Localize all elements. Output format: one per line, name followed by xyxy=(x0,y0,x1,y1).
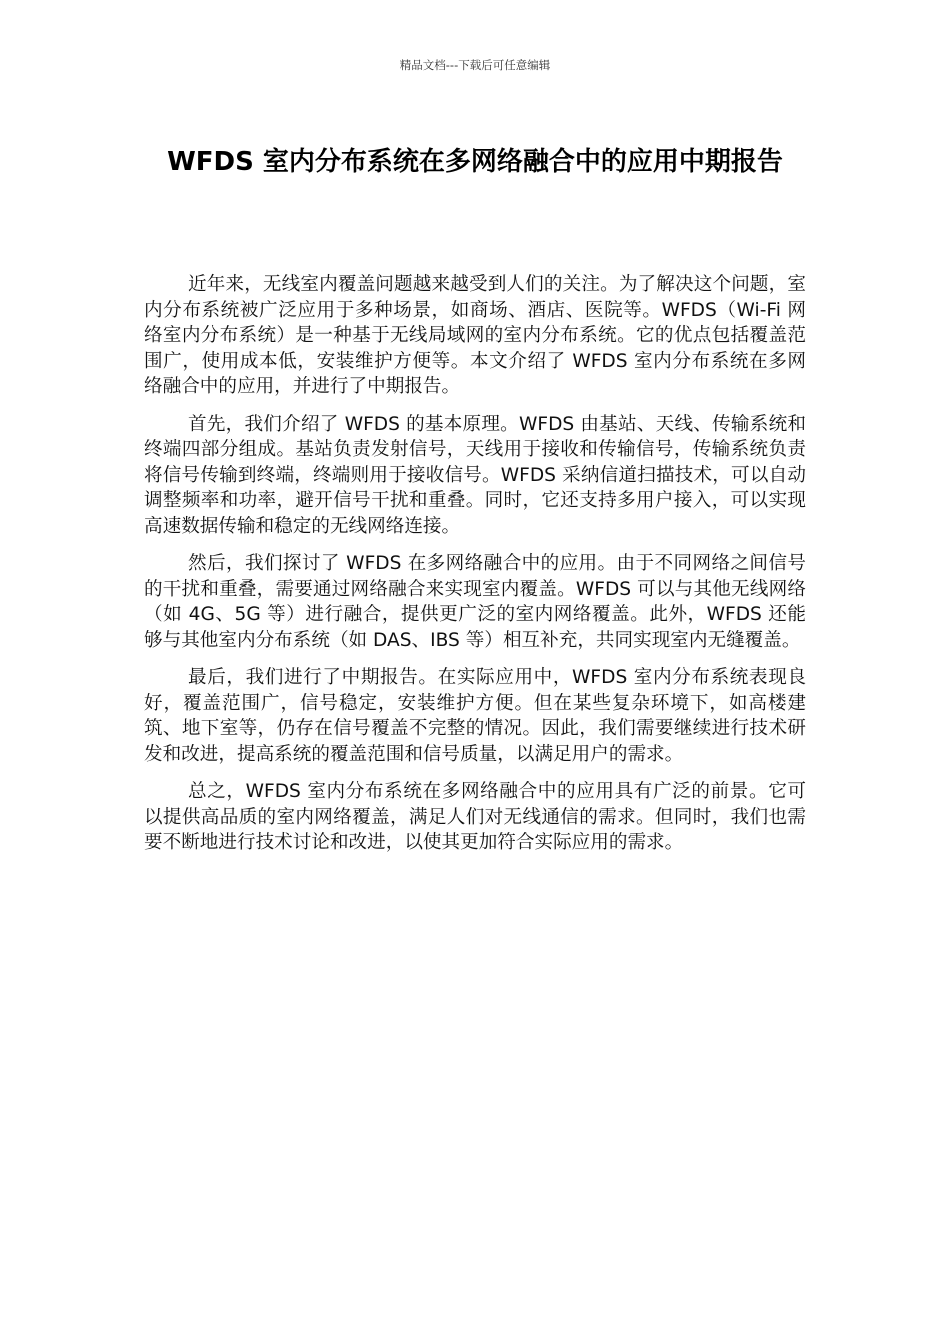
document-body xyxy=(144,272,806,868)
header-note: 精品文档---下载后可任意编辑 xyxy=(399,58,551,72)
paragraph-application: 然后，我们探讨了 WFDS 在多网络融合中的应用。由于不同网络之间信号的干扰和重叠，需要通过网络融合来实现室内覆盖。WFDS 可以与其他无线网络（如 4G、5G 等）进行融合，提供更广泛的室内网络覆盖。此外，WFDS 还能够与其他室内分布系统（如 DAS、IBS 等）相互补充，共同实现室内无缝覆盖。 xyxy=(144,553,806,651)
paragraph-principle: 首先，我们介绍了 WFDS 的基本原理。WFDS 由基站、天线、传输系统和终端四部分组成。基站负责发射信号，天线用于接收和传输信号，传输系统负责将信号传输到终端，终端则用于接收信号。WFDS 采纳信道扫描技术，可以自动调整频率和功率，避开信号干扰和重叠。同时，它还支持多用户接入，可以实现高速数据传输和稳定的无线网络连接。 xyxy=(144,413,806,537)
paragraph-report: 最后，我们进行了中期报告。在实际应用中，WFDS 室内分布系统表现良好，覆盖范围广，信号稳定，安装维护方便。但在某些复杂环境下，如高楼建筑、地下室等，仍存在信号覆盖不完整的情况。因此，我们需要继续进行技术研发和改进，提高系统的覆盖范围和信号质量，以满足用户的需求。 xyxy=(144,667,806,765)
paragraph-intro: 近年来，无线室内覆盖问题越来越受到人们的关注。为了解决这个问题，室内分布系统被广泛应用于多种场景，如商场、酒店、医院等。WFDS（Wi-Fi 网络室内分布系统）是一种基于无线局域网的室内分布系统。它的优点包括覆盖范围广，使用成本低，安装维护方便等。本文介绍了 WFDS 室内分布系统在多网络融合中的应用，并进行了中期报告。 xyxy=(144,274,806,397)
document-title: WFDS 室内分布系统在多网络融合中的应用中期报告 xyxy=(167,147,783,177)
paragraph-conclusion: 总之，WFDS 室内分布系统在多网络融合中的应用具有广泛的前景。它可以提供高品质的室内网络覆盖，满足人们对无线通信的需求。但同时，我们也需要不断地进行技术讨论和改进，以使其更加符合实际应用的需求。 xyxy=(144,781,806,853)
